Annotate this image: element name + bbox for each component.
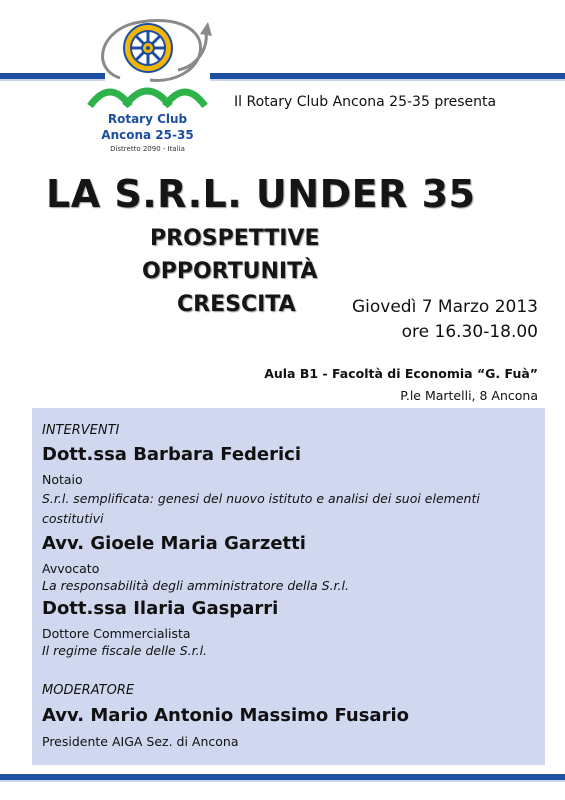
- subtitle-prospettive: PROSPETTIVE: [150, 226, 320, 251]
- subtitle-opportunita: OPPORTUNITÀ: [142, 259, 318, 284]
- presenter-line: Il Rotary Club Ancona 25-35 presenta: [234, 94, 497, 110]
- speaker-1-role: Notaio: [42, 472, 83, 487]
- speaker-1-talk: S.r.l. semplificata: genesi del nuovo istituto e analisi dei suoi elementi costitutivi: [42, 491, 480, 526]
- interventi-label: INTERVENTI: [42, 423, 120, 438]
- moderator-role: Presidente AIGA Sez. di Ancona: [42, 734, 239, 749]
- speaker-2-role: Avvocato: [42, 561, 100, 576]
- event-date: Giovedì 7 Marzo 2013: [351, 297, 538, 317]
- rotary-wheel-icon: [80, 8, 215, 112]
- event-title: LA S.R.L. UNDER 35: [46, 172, 476, 216]
- speaker-3-name: Dott.ssa Ilaria Gasparri: [42, 598, 279, 619]
- speaker-3-talk: Il regime fiscale delle S.r.l.: [42, 643, 208, 658]
- event-address: P.le Martelli, 8 Ancona: [400, 388, 538, 403]
- speaker-1-name: Dott.ssa Barbara Federici: [42, 444, 302, 465]
- moderatore-label: MODERATORE: [42, 683, 135, 698]
- subtitle-crescita: CRESCITA: [177, 292, 296, 317]
- rotary-club-logo: [80, 8, 215, 160]
- speaker-2-name: Avv. Gioele Maria Garzetti: [42, 533, 306, 554]
- top-rule-right: [210, 73, 565, 81]
- moderator-name: Avv. Mario Antonio Massimo Fusario: [42, 705, 409, 726]
- bottom-rule: [0, 774, 565, 782]
- logo-line-3: Distretto 2090 - Italia: [110, 145, 185, 153]
- speaker-3-role: Dottore Commercialista: [42, 626, 191, 641]
- logo-line-2: Ancona 25-35: [101, 128, 194, 142]
- event-time: ore 16.30-18.00: [401, 322, 538, 342]
- event-venue: Aula B1 - Facoltà di Economia “G. Fuà”: [264, 366, 538, 381]
- logo-line-1: Rotary Club: [107, 112, 188, 126]
- speaker-2-talk: La responsabilità degli amministratore della S.r.l.: [42, 578, 349, 593]
